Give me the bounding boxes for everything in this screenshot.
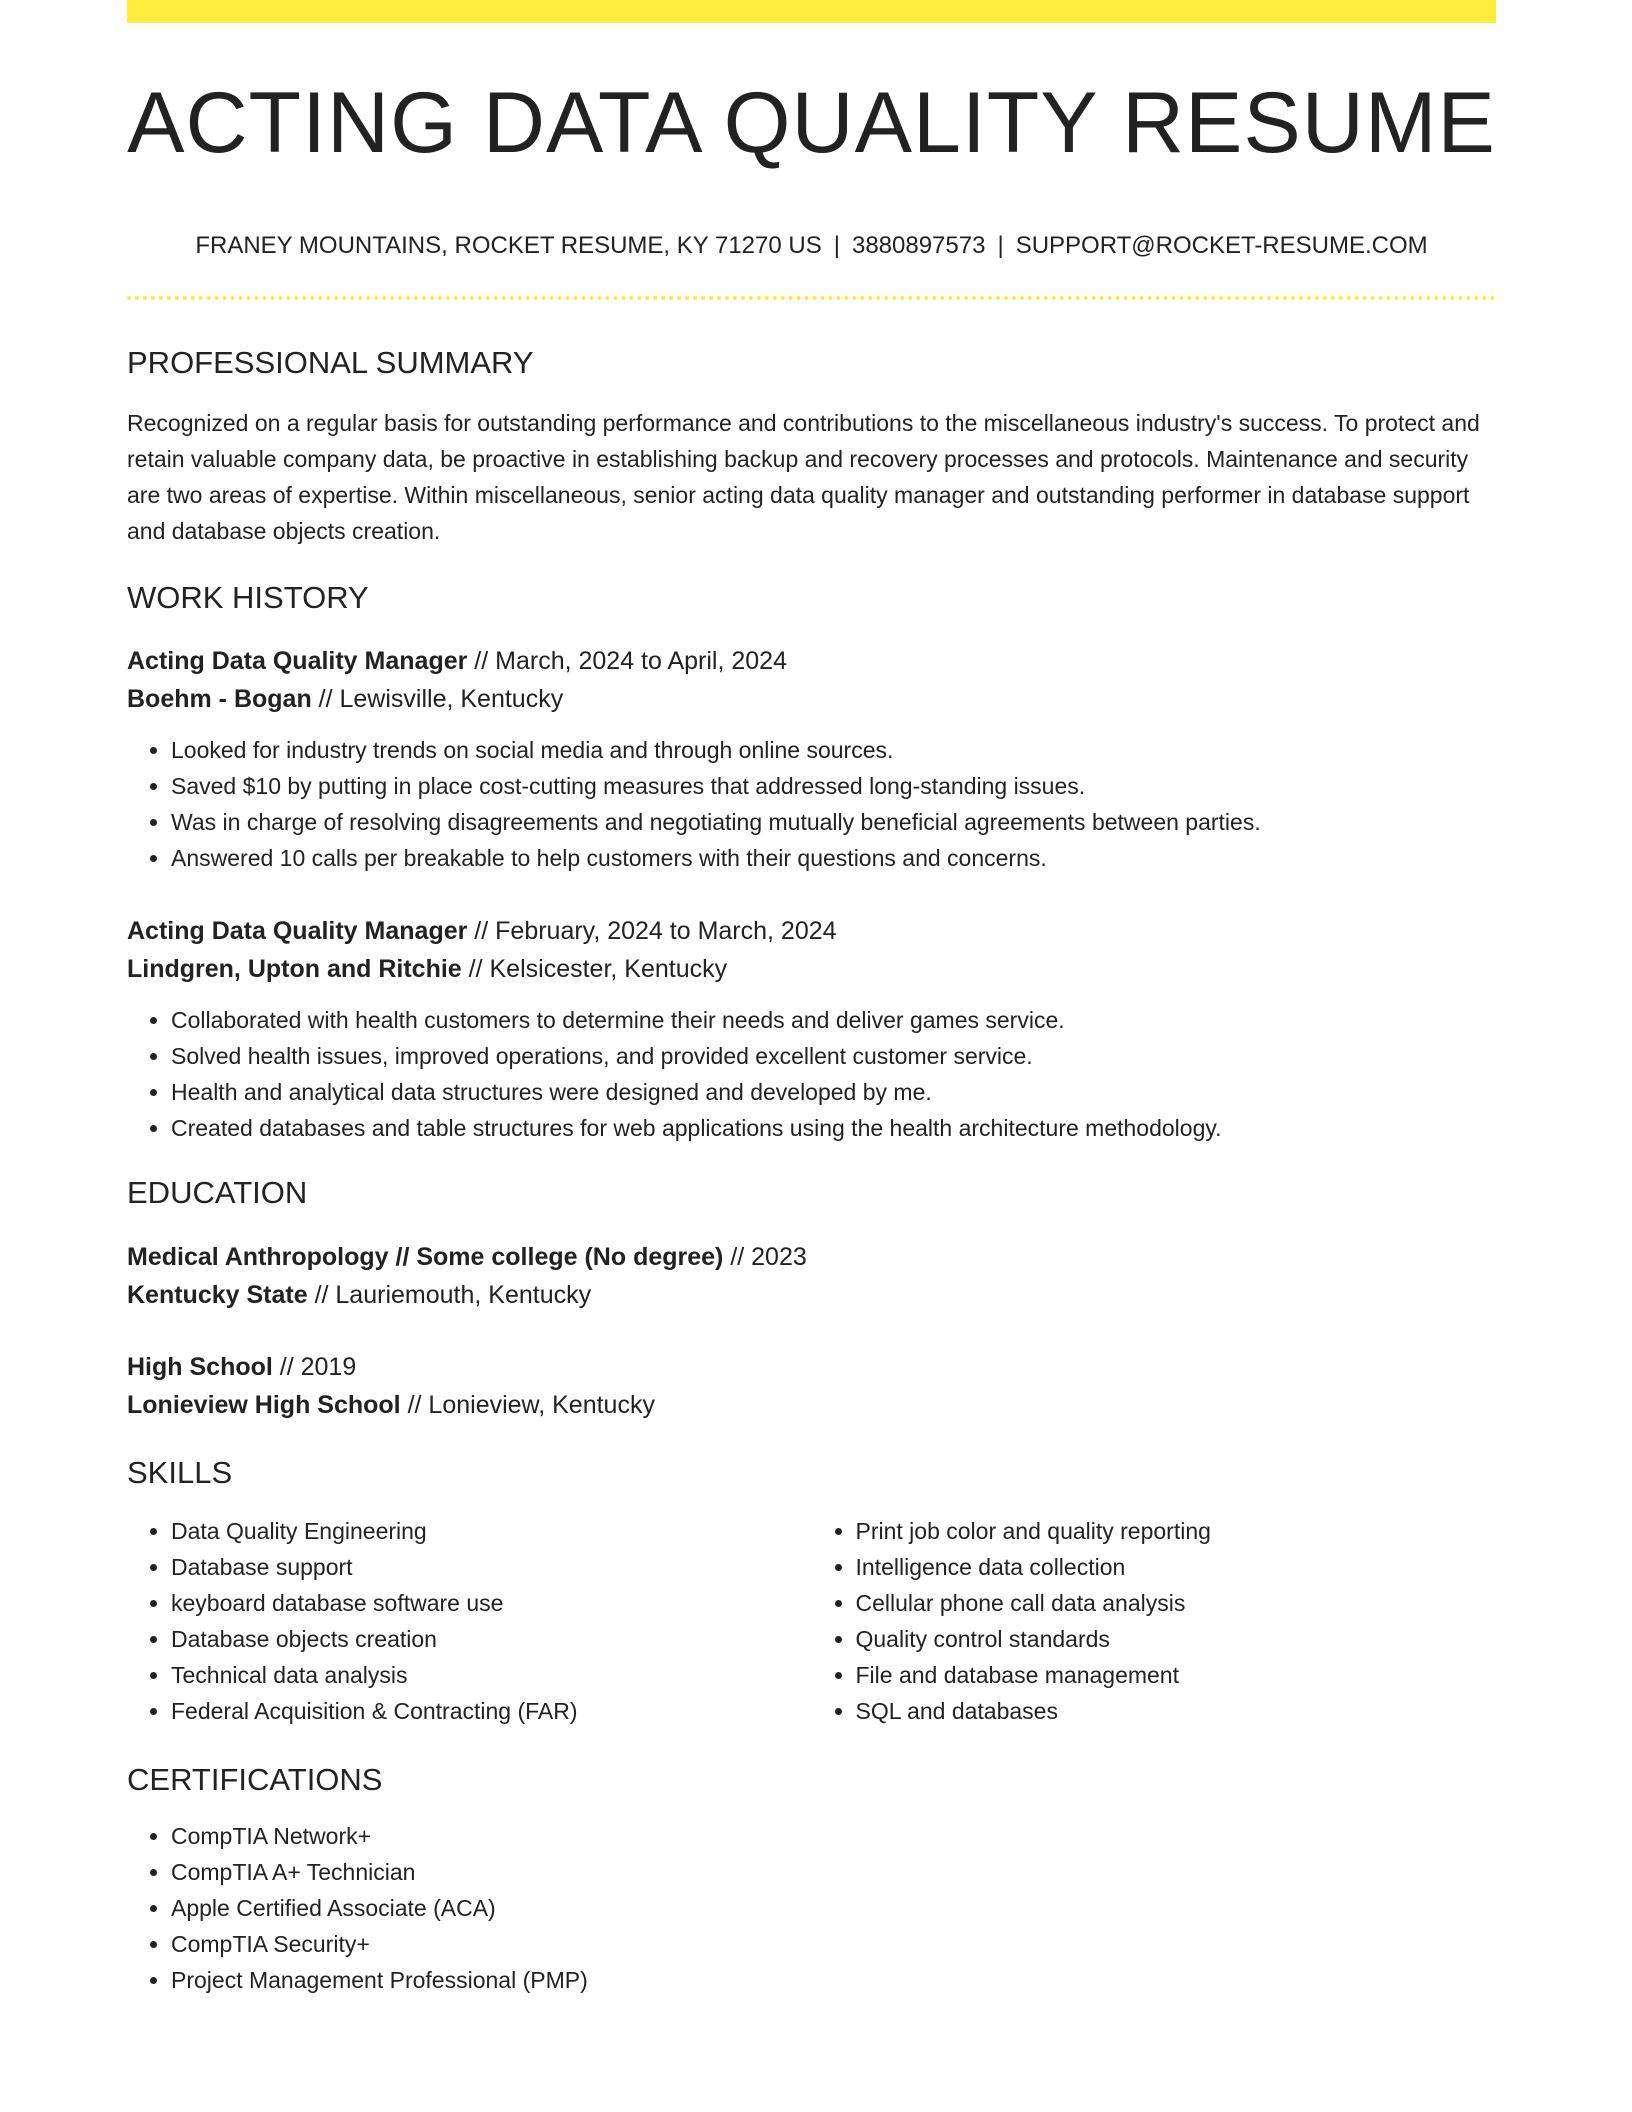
- job-role: Acting Data Quality Manager: [127, 647, 468, 676]
- accent-bar: [127, 0, 1496, 23]
- list-item: • Apple Certified Associate (ACA): [171, 1890, 1496, 1926]
- education-entry: [127, 1348, 1496, 1424]
- list-item: • Solved health issues, improved operations, and provided excellent customer service.: [171, 1038, 1496, 1074]
- job-company: Boehm - Bogan: [127, 685, 312, 714]
- list-item: • Quality control standards: [856, 1621, 1497, 1657]
- education-degree: High School: [127, 1352, 273, 1381]
- list-item: • Looked for industry trends on social media and through online sources.: [171, 732, 1496, 768]
- summary-text: Recognized on a regular basis for outstanding performance and contributions to the miscellaneous industry's success. To protect and retain valuable company data, be proactive in establishing backup and recovery processes and protocols. Maintenance and security are two areas of expertise. Within miscellaneous, senior acting data quality manager and outstanding performer in database support and database objects creation.: [127, 410, 1480, 545]
- job-location: // Kelsicester, Kentucky: [461, 955, 728, 984]
- contact-separator: |: [833, 232, 840, 259]
- list-item: • Project Management Professional (PMP): [171, 1962, 1496, 1998]
- list-item: • keyboard database software use: [171, 1585, 812, 1621]
- education-school: Lonieview High School: [127, 1390, 401, 1419]
- list-item: • Collaborated with health customers to determine their needs and deliver games service.: [171, 1002, 1496, 1038]
- job-company-line: [127, 680, 1496, 718]
- list-item: • Data Quality Engineering: [171, 1513, 812, 1549]
- list-item: • SQL and databases: [856, 1693, 1497, 1729]
- education-year: // 2019: [272, 1352, 357, 1381]
- list-item: • CompTIA A+ Technician: [171, 1854, 1496, 1890]
- job-company-line: [127, 950, 1496, 988]
- list-item: • Intelligence data collection: [856, 1549, 1497, 1585]
- list-item: • Database objects creation: [171, 1621, 812, 1657]
- job-bullets: [127, 732, 1496, 876]
- job-dates: // March, 2024 to April, 2024: [467, 647, 787, 676]
- skills-heading: SKILLS: [127, 1454, 233, 1490]
- skills-list-right: [812, 1513, 1497, 1729]
- certifications-heading: CERTIFICATIONS: [127, 1761, 383, 1797]
- list-item: • Saved $10 by putting in place cost-cutting measures that addressed long-standing issues.: [171, 768, 1496, 804]
- education-heading: EDUCATION: [127, 1175, 308, 1211]
- list-item: • Health and analytical data structures were designed and developed by me.: [171, 1074, 1496, 1110]
- list-item: • Print job color and quality reporting: [856, 1513, 1497, 1549]
- contact-email: SUPPORT@ROCKET-RESUME.COM: [1015, 232, 1428, 259]
- list-item: • File and database management: [856, 1657, 1497, 1693]
- job-entry: [127, 642, 1496, 876]
- list-item: • Answered 10 calls per breakable to help customers with their questions and concerns.: [171, 840, 1496, 876]
- contact-separator: |: [997, 232, 1004, 259]
- job-dates: // February, 2024 to March, 2024: [467, 917, 837, 946]
- job-bullets: [127, 1002, 1496, 1146]
- list-item: • Was in charge of resolving disagreements and negotiating mutually beneficial agreements between parties.: [171, 804, 1496, 840]
- dotted-divider: [127, 296, 1496, 300]
- education-degree-line: [127, 1238, 1496, 1276]
- list-item: • CompTIA Network+: [171, 1818, 1496, 1854]
- education-school-line: [127, 1276, 1496, 1314]
- job-entry: [127, 912, 1496, 1146]
- list-item: • Technical data analysis: [171, 1657, 812, 1693]
- skills-columns: [127, 1513, 1496, 1729]
- education-location: // Lauriemouth, Kentucky: [307, 1280, 592, 1309]
- job-company: Lindgren, Upton and Ritchie: [127, 955, 462, 984]
- education-location: // Lonieview, Kentucky: [400, 1390, 655, 1419]
- resume-title: ACTING DATA QUALITY RESUME: [127, 75, 1496, 171]
- resume-page: [127, 0, 1496, 1998]
- summary-heading: PROFESSIONAL SUMMARY: [127, 345, 534, 380]
- contact-address: FRANEY MOUNTAINS, ROCKET RESUME, KY 71270 US: [195, 232, 822, 259]
- education-degree: Medical Anthropology // Some college (No degree): [127, 1242, 724, 1271]
- contact-phone: 3880897573: [851, 232, 986, 259]
- contact-line: [127, 232, 1496, 260]
- list-item: • Database support: [171, 1549, 812, 1585]
- work-history-heading: WORK HISTORY: [127, 580, 369, 616]
- list-item: • Cellular phone call data analysis: [856, 1585, 1497, 1621]
- education-school-line: [127, 1386, 1496, 1424]
- list-item: • CompTIA Security+: [171, 1926, 1496, 1962]
- job-role: Acting Data Quality Manager: [127, 917, 468, 946]
- certifications-list: [127, 1818, 1496, 1998]
- education-degree-line: [127, 1348, 1496, 1386]
- job-location: // Lewisville, Kentucky: [311, 685, 564, 714]
- list-item: • Federal Acquisition & Contracting (FAR): [171, 1693, 812, 1729]
- education-entry: [127, 1238, 1496, 1314]
- list-item: • Created databases and table structures for web applications using the health architecture methodology.: [171, 1110, 1496, 1146]
- education-year: // 2023: [723, 1242, 807, 1271]
- education-school: Kentucky State: [127, 1280, 308, 1309]
- skills-list-left: [127, 1513, 812, 1729]
- job-role-line: [127, 642, 1496, 680]
- job-role-line: [127, 912, 1496, 950]
